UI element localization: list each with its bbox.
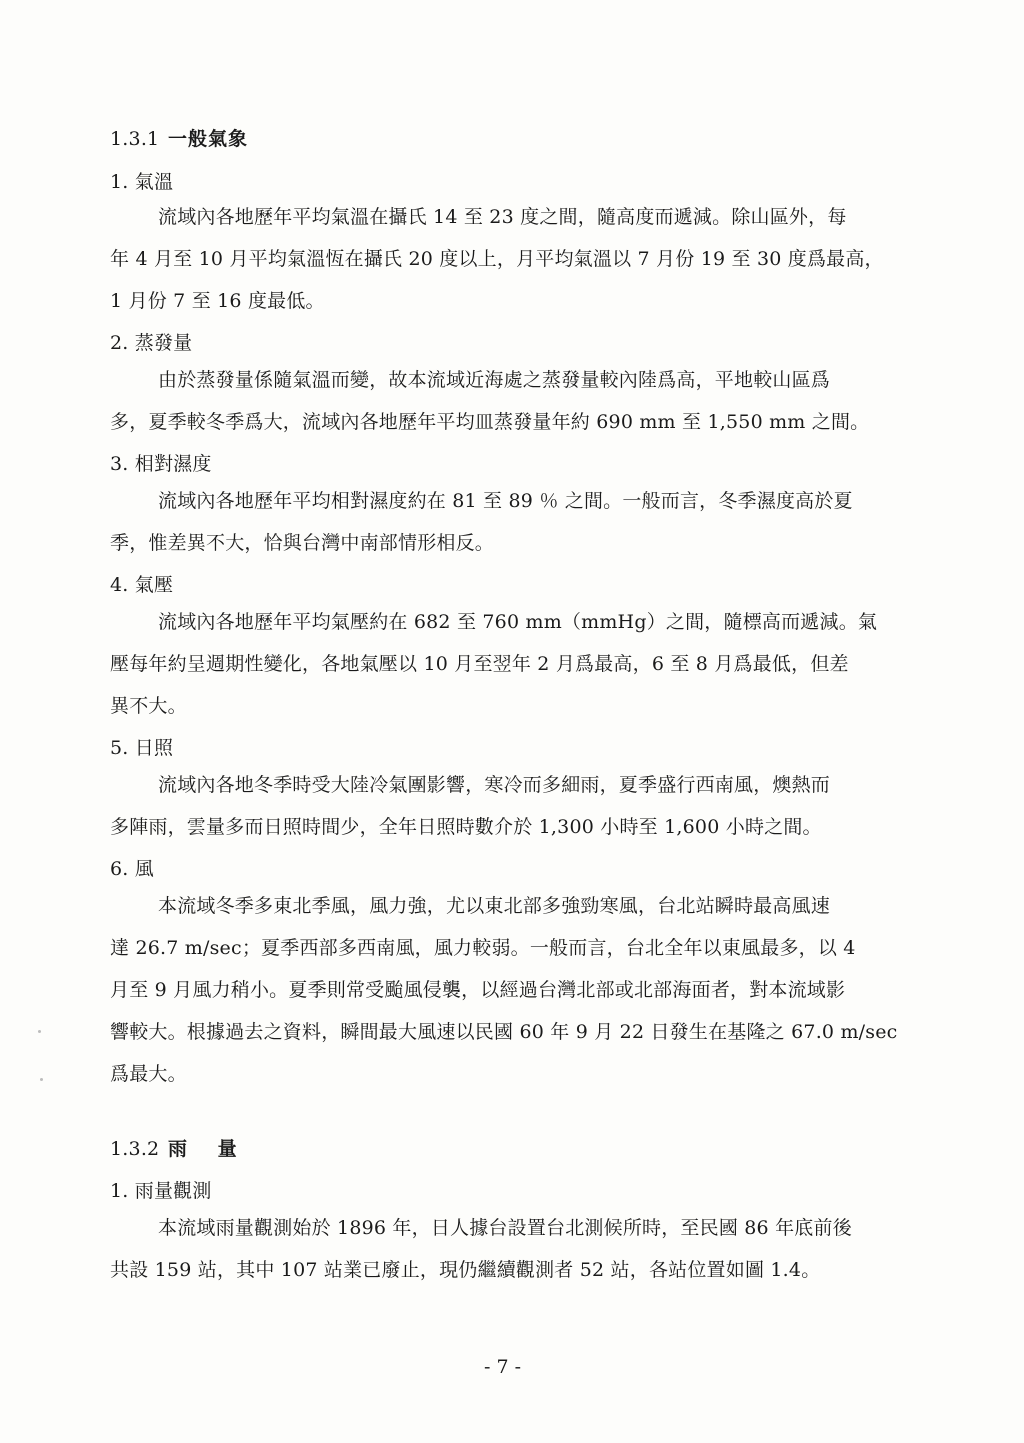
section-title: 雨 量	[168, 1138, 249, 1160]
paragraph-line: 年 4 月至 10 月平均氣溫恆在攝氏 20 度以上，月平均氣溫以 7 月份 19 至 30 度爲最高，	[110, 248, 884, 270]
subheading-evaporation: 2. 蒸發量	[110, 332, 193, 354]
subheading-wind: 6. 風	[110, 858, 154, 880]
paragraph-line: 流域內各地歷年平均氣溫在攝氏 14 至 23 度之間，隨高度而遞減。除山區外，每	[158, 206, 847, 228]
paragraph-line: 本流域冬季多東北季風，風力強，尤以東北部多強勁寒風，台北站瞬時最高風速	[158, 895, 831, 917]
subheading-rainfall-observation: 1. 雨量觀測	[110, 1180, 212, 1202]
paragraph-line: 爲最大。	[110, 1063, 187, 1085]
paragraph-line: 共設 159 站，其中 107 站業已廢止，現仍繼續觀測者 52 站，各站位置如圖 1.4。	[110, 1259, 821, 1281]
paragraph-line: 達 26.7 m/sec；夏季西部多西南風，風力較弱。一般而言，台北全年以東風最多，以 4	[110, 937, 856, 959]
paragraph-line: 多陣雨，雲量多而日照時間少，全年日照時數介於 1,300 小時至 1,600 小時之間。	[110, 816, 822, 838]
paragraph-line: 1 月份 7 至 16 度最低。	[110, 290, 325, 312]
section-heading-general-weather	[110, 127, 248, 151]
section-title: 一般氣象	[168, 128, 249, 150]
paragraph-line: 月至 9 月風力稍小。夏季則常受颱風侵襲，以經過台灣北部或北部海面者，對本流域影	[110, 979, 846, 1001]
paragraph-line: 壓每年約呈週期性變化，各地氣壓以 10 月至翌年 2 月爲最高，6 至 8 月爲最低，但差	[110, 653, 849, 675]
subheading-temperature: 1. 氣溫	[110, 171, 174, 193]
section-heading-rainfall	[110, 1137, 249, 1161]
paragraph-line: 流域內各地冬季時受大陸冷氣團影響，寒冷而多細雨，夏季盛行西南風，燠熱而	[158, 774, 831, 796]
subheading-humidity: 3. 相對濕度	[110, 453, 212, 475]
paragraph-line: 異不大。	[110, 695, 187, 717]
paragraph-line: 響較大。根據過去之資料，瞬間最大風速以民國 60 年 9 月 22 日發生在基隆之 67.0 m/sec	[110, 1021, 898, 1043]
subheading-sunshine: 5. 日照	[110, 737, 174, 759]
section-number: 1.3.2	[110, 1138, 160, 1160]
paragraph-line: 流域內各地歷年平均相對濕度約在 81 至 89 ％ 之間。一般而言，冬季濕度高於夏	[158, 490, 853, 512]
paragraph-line: 本流域雨量觀測始於 1896 年，日人據台設置台北測候所時，至民國 86 年底前後	[158, 1217, 852, 1239]
scan-speck	[40, 1078, 43, 1081]
scan-speck	[38, 1030, 41, 1033]
paragraph-line: 多，夏季較冬季爲大，流域內各地歷年平均皿蒸發量年約 690 mm 至 1,550 mm 之間。	[110, 411, 870, 433]
paragraph-line: 由於蒸發量係隨氣溫而變，故本流域近海處之蒸發量較內陸爲高，平地較山區爲	[158, 369, 831, 391]
section-number: 1.3.1	[110, 128, 160, 150]
paragraph-line: 季，惟差異不大，恰與台灣中南部情形相反。	[110, 532, 495, 554]
page-number: - 7 -	[484, 1356, 522, 1378]
subheading-pressure: 4. 氣壓	[110, 574, 174, 596]
paragraph-line: 流域內各地歷年平均氣壓約在 682 至 760 mm（mmHg）之間，隨標高而遞減。氣	[158, 611, 878, 633]
